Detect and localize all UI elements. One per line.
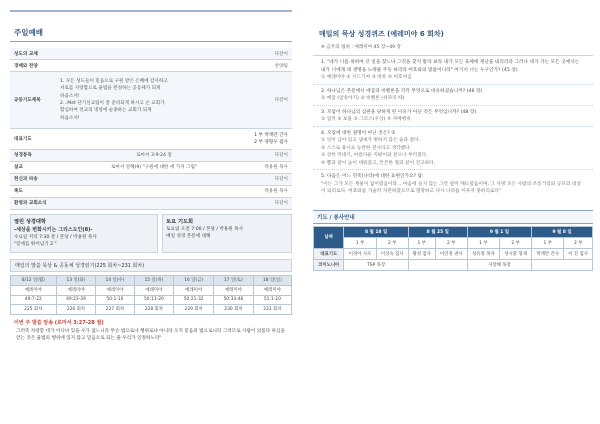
duty-prayer-row xyxy=(314,248,593,259)
duty-service-row xyxy=(314,237,593,248)
worship-row xyxy=(10,162,292,174)
duty-service: 2 부 xyxy=(499,237,531,248)
left-column xyxy=(10,10,292,344)
worship-row-leader: 박용원 목사 xyxy=(264,165,288,171)
duty-service: 1 부 xyxy=(467,237,499,248)
duty-date-row xyxy=(314,226,593,237)
duty-name: 이정아 사모 xyxy=(344,248,376,259)
prayer-meeting-title: 토요 기도회 xyxy=(166,218,194,225)
quiz-options xyxy=(321,137,585,167)
duty-date: 8 월 25 일 xyxy=(408,226,467,237)
prayer-meeting-time: 토요일 오전 7:00 / 본당 / 박용원 목사 xyxy=(166,227,244,233)
reading-book: 예레미야 xyxy=(96,285,134,295)
reading-book: 예레미야 xyxy=(174,285,214,295)
quiz-option-line: ② 스스로 용사요 능란한 전사라고 생각했다. xyxy=(321,145,412,151)
quiz-question-text: 3. 모압이 하나님의 심판을 당하게 된 이유가 아닌 것은 무엇입니까? (48 장) xyxy=(321,109,477,115)
reading-round: 227 회차 xyxy=(96,304,134,314)
right-column xyxy=(313,10,593,271)
quiz-title: 매일의 묵상 성경퀴즈 (예레미야 6 회차) xyxy=(319,30,444,38)
reading-round-row xyxy=(11,304,292,314)
reading-chapter: 50:11-20 xyxy=(134,295,174,304)
worship-row xyxy=(10,60,292,72)
quiz-options: ① 예굽 (암송아지) ② 바벨론 (쉬파리 떼) xyxy=(321,96,405,102)
duty-coin-value xyxy=(408,259,467,270)
worship-row xyxy=(10,186,292,198)
quiz-question-text: 2. 하나님은 본문에서 애굽과 바벨론을 각각 무엇으로 비유하셨습니까? (46 장) xyxy=(321,88,483,94)
duty-coin-value: 사랑해 목장 xyxy=(467,259,531,270)
quiz-question-text: 1. "네가 너를 위하여 큰 일을 찾느냐 그것을 찾지 말라 보라 내가 모든 육체에 재난을 내리리라 그러나 네가 가는 모든 곳에서는 내가 너에게 네 생명을 노략물 주듯 하리라 여호와의 말씀이니라" 여기서 너는 누구인가? (45 장) xyxy=(321,60,580,73)
reading-date: 15 일(목) xyxy=(134,275,174,285)
duty-coin-row xyxy=(314,259,593,270)
verse-title: 이번 주 말씀 암송 (로마서 3:27-28 절) xyxy=(14,319,104,326)
reading-book: 예레미야 xyxy=(11,285,57,295)
quiz-question-text: 5. 다음은 어느 민족(나라)에 대한 표현인가요? 답: xyxy=(321,174,424,180)
quiz-options: ① 업적 ② 보물 ③ 그모스(우상) ④ 자배행위 xyxy=(321,117,411,123)
prayer-meeting-topic: 매일 성경 본문에 대해 xyxy=(166,234,211,240)
duty-date: 9 월 1 일 xyxy=(467,226,531,237)
duty-date: 8 월 18 일 xyxy=(344,226,408,237)
duty-table xyxy=(313,226,593,271)
quiz-option-line: ① 잇이 남아 있고 냄새가 변하지 않은 술과 같다. xyxy=(321,138,421,144)
bible-study-time: 수요일 저녁 7:30 분 / 본당 / 박용원 목사 xyxy=(14,235,97,241)
reading-date: 18 일(일) xyxy=(253,275,291,285)
duty-service: 2 부 xyxy=(564,237,593,248)
duty-service: 2 부 xyxy=(435,237,467,248)
worship-row-leader: 다같이 xyxy=(274,51,288,57)
reading-chapter: 50:21-32 xyxy=(174,295,214,304)
duty-service: 1 부 xyxy=(344,237,376,248)
duty-prayer-label: 대표기도 xyxy=(314,248,344,259)
worship-row-leader: 다같이 xyxy=(274,177,288,183)
quiz-question xyxy=(313,170,593,198)
duty-corner: 날짜 xyxy=(314,226,344,248)
top-border xyxy=(10,10,292,24)
duty-name: 황성 집사 xyxy=(408,248,435,259)
duty-name: 이상숙 집사 xyxy=(376,248,408,259)
duty-service: 1 부 xyxy=(532,237,564,248)
duty-name: 성시환 형제 xyxy=(499,248,531,259)
worship-row xyxy=(10,48,292,60)
quiz-question xyxy=(313,127,593,171)
duty-service: 1 부 xyxy=(408,237,435,248)
bible-study-subtitle: -세상을 변화시키는 그리스도인(8)- xyxy=(14,227,93,234)
duty-date: 9 월 8 일 xyxy=(532,226,593,237)
reading-date: 13 일(화) xyxy=(56,275,96,285)
duty-service: 2 부 xyxy=(376,237,408,248)
quiz-question xyxy=(313,85,593,106)
rep-prayer-names xyxy=(254,132,288,147)
reading-date: 8/12 일(월) xyxy=(11,275,57,285)
duty-name: 이 진 집사 xyxy=(564,248,593,259)
prayer-line: 하옵소서! xyxy=(60,115,80,121)
quiz-question xyxy=(313,106,593,127)
reading-title: 매일의 말씀 묵상 & 공동체 성경읽기(225 회차~231 회차) xyxy=(10,259,292,272)
reading-chapter: 49:7-22 xyxy=(11,295,57,304)
reading-round: 226 회차 xyxy=(56,304,96,314)
worship-title: 주일예배 xyxy=(10,24,292,42)
rep-prayer-row xyxy=(10,129,292,150)
worship-row-detail: 로마서 3:9-24 절 xyxy=(136,153,172,159)
prayer-line: 함심하여 선교의 명령에 순종하는 교회가 되게 xyxy=(60,108,152,114)
worship-row-leader: 다같이 xyxy=(274,153,288,159)
quiz-range: ※ 금주의 범위 : 예레미야 45 장~49 장 xyxy=(313,39,593,56)
reading-book-row xyxy=(11,285,292,295)
reading-book: 예레미야 xyxy=(56,285,96,295)
worship-row-label: 성도의 교제 xyxy=(14,51,38,57)
reading-date: 17 일(토) xyxy=(214,275,254,285)
quiz-option-line: ③ 강한 막대기, 아름다운 지팡이와 같으나 부러졌다. xyxy=(321,153,428,159)
prayer-line: 서로를 사랑함으로 율법을 완성하는 공동체가 되게 xyxy=(60,86,161,92)
reading-round: 230 회차 xyxy=(214,304,254,314)
prayer-line: 1. 모든 성도들이 믿음으로 구원 받은 은혜에 감사하고 xyxy=(60,79,168,84)
reading-chapter: 51:1-10 xyxy=(253,295,291,304)
worship-row-label: 경배와 찬양 xyxy=(14,63,38,69)
worship-row-label: 성경봉독 xyxy=(14,153,32,159)
rep-prayer-name: 2 부 양형우 집사 xyxy=(254,139,288,145)
worship-row xyxy=(10,174,292,186)
reading-date: 14 일(수) xyxy=(96,275,134,285)
reading-round: 231 회차 xyxy=(253,304,291,314)
verse-text: 그러즉 자랑할 데가 어디냐 있을 수가 없느니라 무슨 법으로냐 행위로냐 아니라 오직 믿음의 법으로니라 그러므로 사람이 의롭다 하심을 얻는 것은 율법의 행위에 있지 않고 믿음으로 되는 줄 우리가 인정하노라" xyxy=(16,328,285,341)
bible-study-title: 열린 성경대학 xyxy=(14,218,46,225)
rep-prayer-label: 대표기도 xyxy=(14,136,32,142)
prayer-line: 2...Met 단기선교팀이 잘 준비되게 하시고 온 교회가 xyxy=(60,101,165,107)
worship-row-detail: 로마서 강해(9) "구원에 대한 세 가지 그림" xyxy=(110,165,198,171)
reading-date: 16 일(금) xyxy=(174,275,214,285)
worship-row-leader: 박용원 목사 xyxy=(264,189,288,195)
worship-row-label: 환영과 교회소식 xyxy=(14,201,47,207)
worship-row xyxy=(10,198,292,210)
worship-row-label: 헌신과 파송 xyxy=(14,177,38,183)
worship-row-label: 축도 xyxy=(14,189,23,195)
reading-chapter: 50:1-10 xyxy=(96,295,134,304)
prayer-row xyxy=(10,72,292,129)
reading-header-row xyxy=(11,275,292,285)
worship-row-label: 설교 xyxy=(14,165,23,171)
reading-table xyxy=(10,275,292,315)
prayer-list xyxy=(60,78,248,122)
reading-chapter: 50:33-46 xyxy=(214,295,254,304)
duty-title: 기도 / 봉사안내 xyxy=(313,210,593,224)
prayer-leader: 다같이 xyxy=(274,98,288,104)
reading-book: 예레미야 xyxy=(134,285,174,295)
duty-name: 이연정 권사 xyxy=(435,248,467,259)
quiz-options: "이는 그가 모든 재물이 없어졌음이라... 마음에 들지 않는 그릇 같이 깨뜨렸음이며, 그 사방 모든 사람의 조롱거리와 공포의 대상이 되리로다. 여호와를 거슬러 자만하였으므로 멸망하고 다시 나라를 이루지 못하리로다" xyxy=(321,181,581,195)
quiz-option-line: ④ 뽐과 같이 높이 세워졌고, 튼튼한 철과 같이 견고하다. xyxy=(321,160,436,166)
bible-study-box xyxy=(10,214,158,253)
bible-study-topic: "믿에를 뛰어넘기 2 " xyxy=(14,242,57,248)
worship-row-leader: 다같이 xyxy=(274,201,288,207)
reading-round: 225 회차 xyxy=(11,304,57,314)
rep-prayer-name: 1 부 박재만 간사 xyxy=(254,132,288,138)
reading-chapter-row xyxy=(11,295,292,304)
duty-name: 성유정 목자 xyxy=(467,248,499,259)
worship-row-leader: 찬양팀 xyxy=(274,63,288,69)
quiz-question xyxy=(313,56,593,85)
duty-coin-value: TSP 목장 xyxy=(344,259,408,270)
duty-coin-value xyxy=(532,259,593,270)
duty-name: 박재만 간사 xyxy=(532,248,564,259)
reading-chapter: 49:23-39 xyxy=(56,295,96,304)
reading-book: 예레미야 xyxy=(253,285,291,295)
quiz-options: ① 예레미야 ② 시드기야 ③ 바룩 ④ 여호야김 xyxy=(321,75,412,81)
prayer-line: 하옵소서! xyxy=(60,93,80,99)
prayer-meeting-box xyxy=(162,214,292,253)
duty-coin-label: 코이노니아 xyxy=(314,259,344,270)
reading-book: 예레미야 xyxy=(214,285,254,295)
prayer-label: 공동기도제목 xyxy=(14,98,41,104)
weekday-meetings xyxy=(10,214,292,253)
reading-round: 229 회차 xyxy=(174,304,214,314)
quiz-question-text: 4. 모압에 대한 설명이 아닌 것은? ② xyxy=(321,130,396,136)
worship-order xyxy=(10,48,292,210)
worship-row xyxy=(10,150,292,162)
reading-round: 228 회차 xyxy=(134,304,174,314)
